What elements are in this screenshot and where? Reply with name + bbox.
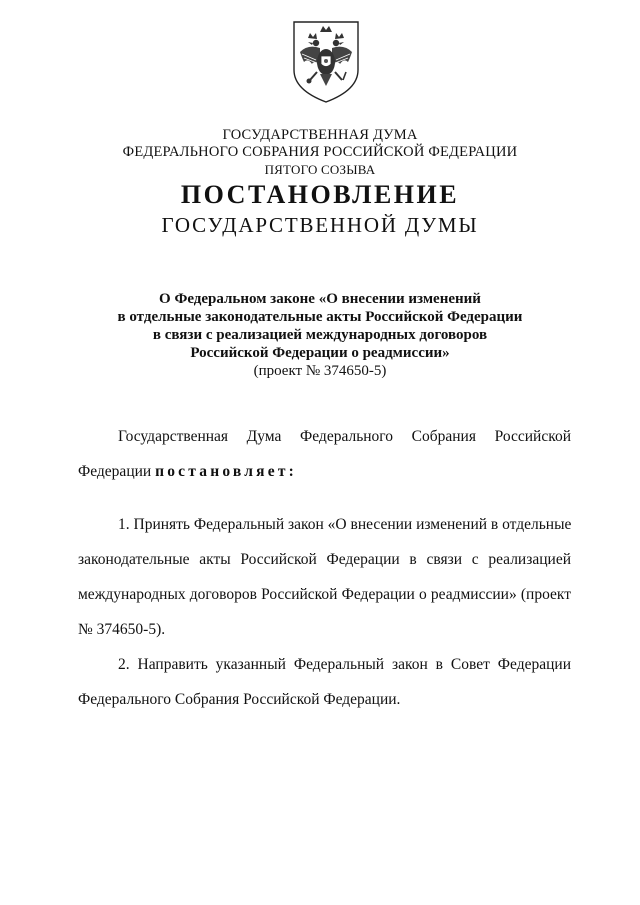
resolves-verb: постановляет:: [155, 463, 297, 480]
item1-line-3: международных договоров Российской Федерации о реадмиссии» (проект: [78, 586, 571, 603]
item1-line-1: 1. Принять Федеральный закон «О внесении изменений в отдельные: [118, 516, 572, 533]
item2-line-2: Федерального Собрания Российской Федерации.: [78, 691, 401, 708]
preamble-line-1: Государственная Дума Федерального Собрания Российской: [118, 428, 571, 445]
item2-line-1: 2. Направить указанный Федеральный закон в Совет Федерации: [118, 656, 571, 673]
preamble: [78, 419, 571, 489]
subject-line: в отдельные законодательные акты Российской Федерации: [117, 309, 523, 325]
preamble-line-2: [78, 454, 571, 489]
subject-line: О Федеральном законе «О внесении изменений: [159, 291, 481, 307]
item1-line-2: законодательные акты Российской Федерации в связи с реализацией: [78, 551, 571, 568]
document-issuer-subtitle: ГОСУДАРСТВЕННОЙ ДУМЫ: [161, 213, 479, 237]
subject-line: Российской Федерации о реадмиссии»: [190, 345, 450, 361]
resolution-item-1: [78, 507, 571, 647]
issuer-line-1: ГОСУДАРСТВЕННАЯ ДУМА: [222, 127, 418, 143]
preamble-federation: Федерации: [78, 463, 152, 480]
convocation-line: ПЯТОГО СОЗЫВА: [264, 162, 376, 177]
project-number: (проект № 374650-5): [253, 363, 387, 379]
resolution-item-2: [78, 647, 571, 717]
item1-line-4: № 374650-5).: [78, 621, 166, 638]
document-subject: [0, 290, 640, 380]
double-headed-eagle-icon: [290, 18, 362, 104]
subject-line: в связи с реализацией международных договоров: [152, 327, 488, 343]
document-type-title: ПОСТАНОВЛЕНИЕ: [180, 180, 460, 209]
issuer-line-2: ФЕДЕРАЛЬНОГО СОБРАНИЯ РОССИЙСКОЙ ФЕДЕРАЦИИ: [122, 144, 518, 160]
